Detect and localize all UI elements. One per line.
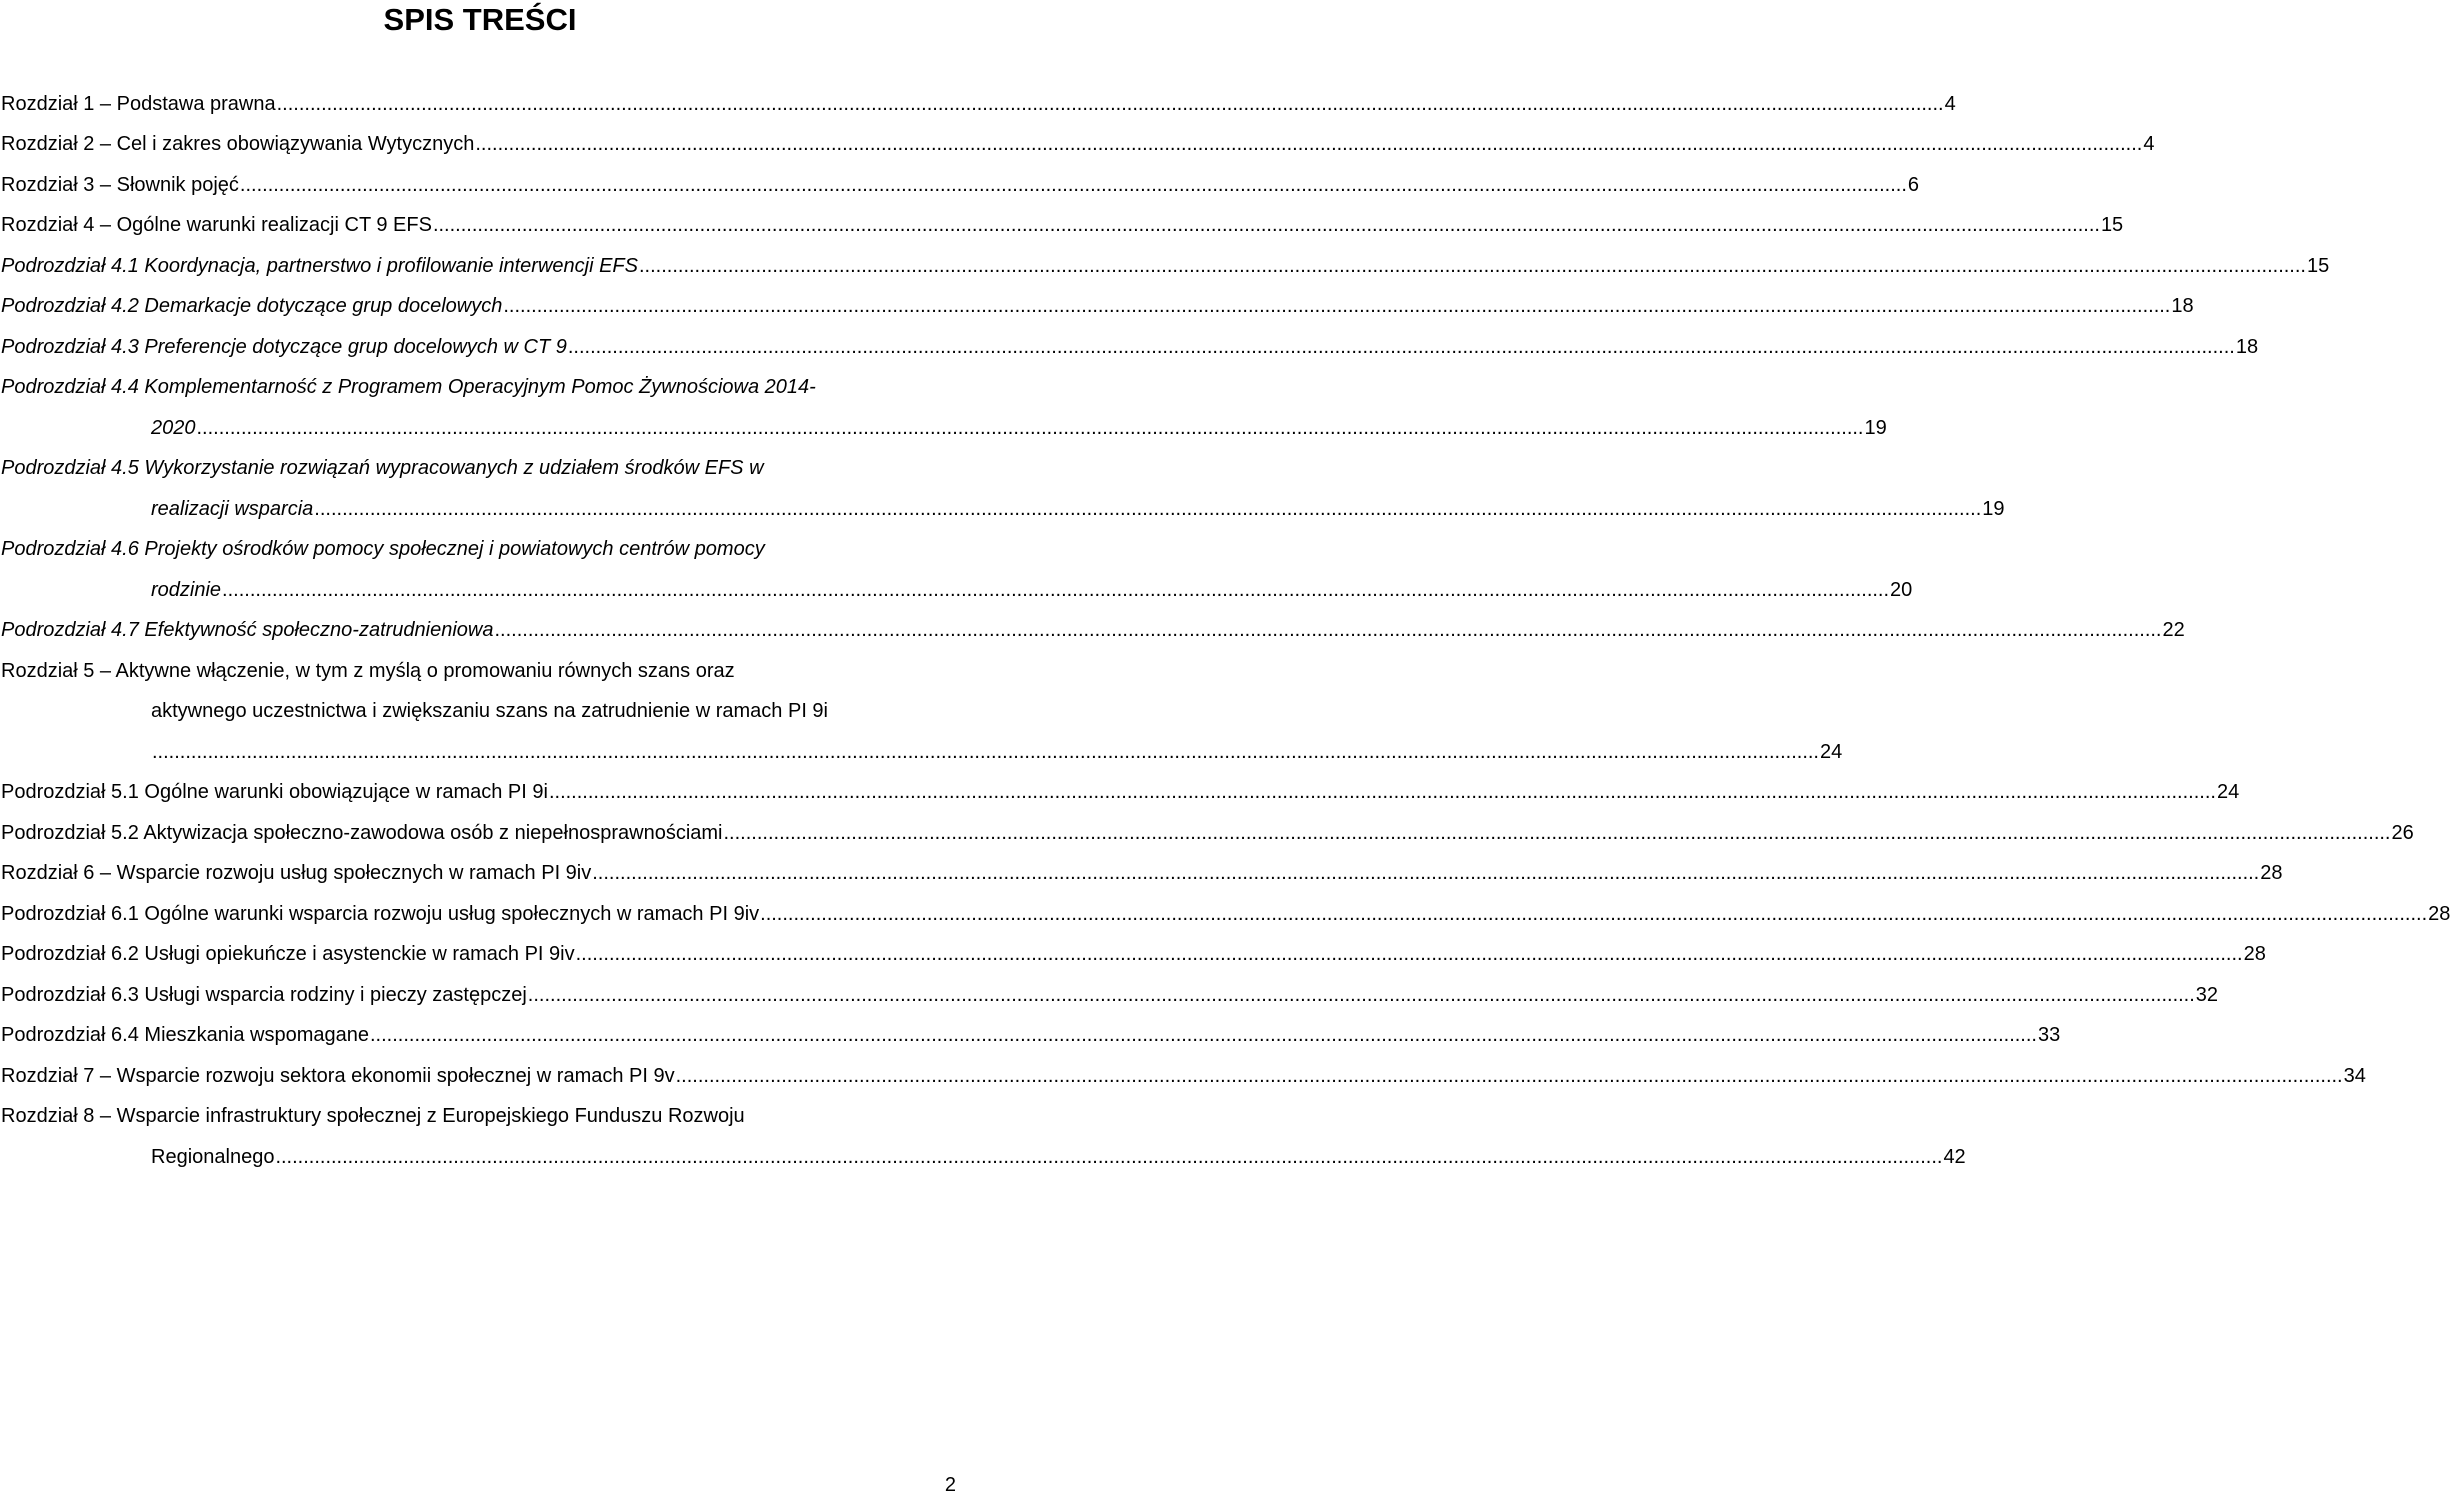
toc-leader-dots: ............................................................................................................................................................................................................................................................................................................ <box>239 173 1907 196</box>
toc-leader-dots: ............................................................................................................................................................................................................................................................................................................ <box>592 862 2260 884</box>
toc-entry-title: Rozdział 3 – Słownik pojęć <box>1 173 239 196</box>
toc-leader-dots: ............................................................................................................................................................................................................................................................................................................ <box>575 943 2243 965</box>
toc-leader-dots: ............................................................................................................................................................................................................................................................................................................ <box>638 254 2306 277</box>
toc-entry[interactable] <box>1 1016 2061 1056</box>
toc-entry-title: Podrozdział 4.5 Wykorzystanie rozwiązań wypracowanych z udziałem środków EFS w <box>1 457 764 479</box>
toc-entry-title: Regionalnego <box>151 1145 275 1168</box>
toc-leader-dots: ............................................................................................................................................................................................................................................................................................................ <box>675 1064 2343 1087</box>
toc-leader-dots: ............................................................................................................................................................................................................................................................................................................ <box>503 295 2171 317</box>
toc-entry[interactable] <box>1 1056 2366 1096</box>
toc-entry-title: Podrozdział 6.3 Usługi wsparcia rodziny i pieczy zastępczej <box>1 983 527 1006</box>
toc-entry[interactable] <box>1 206 2124 246</box>
toc-leader-dots: ............................................................................................................................................................................................................................................................................................................ <box>760 902 2428 925</box>
toc-entry-title: Rozdział 6 – Wsparcie rozwoju usług społecznych w ramach PI 9iv <box>1 862 592 884</box>
toc-entry-page: 20 <box>1890 578 1913 601</box>
toc-entry[interactable] <box>1 530 960 570</box>
toc-entry-title: Rozdział 4 – Ogólne warunki realizacji CT 9 EFS <box>1 214 432 236</box>
toc-entry[interactable] <box>1 489 2005 529</box>
toc-entry[interactable] <box>1 1097 960 1137</box>
toc-entry-title: Podrozdział 4.7 Efektywność społeczno-zatrudnieniowa <box>1 619 494 641</box>
toc-entry-title: Podrozdział 6.4 Mieszkania wspomagane <box>1 1024 369 1046</box>
toc-leader-dots: ............................................................................................................................................................................................................................................................................................................ <box>567 335 2235 358</box>
toc-entry-page: 6 <box>1907 173 1920 196</box>
toc-entry-page: 4 <box>2143 133 2155 155</box>
toc-entry-page: 18 <box>2235 335 2259 358</box>
toc-entry-page: 34 <box>2343 1064 2366 1087</box>
toc-entry[interactable] <box>1 732 1843 772</box>
toc-entry-page: 32 <box>2195 983 2219 1006</box>
toc-entry[interactable] <box>1 246 2330 286</box>
toc-leader-dots: ............................................................................................................................................................................................................................................................................................................ <box>548 781 2216 803</box>
toc-entry[interactable] <box>1 854 2283 894</box>
toc-entry-title: Podrozdział 4.4 Komplementarność z Programem Operacyjnym Pomoc Żywnościowa 2014- <box>1 376 816 398</box>
toc-entry-page: 22 <box>2162 619 2185 641</box>
toc-entry-title: Rozdział 5 – Aktywne włączenie, w tym z myślą o promowaniu równych szans oraz <box>1 659 735 682</box>
toc-entry-title: rodzinie <box>151 578 222 601</box>
toc-leader-dots: ............................................................................................................................................................................................................................................................................................................ <box>475 133 2143 155</box>
toc-entry[interactable] <box>1 894 2450 934</box>
toc-entry-page: 28 <box>2428 902 2450 925</box>
toc-entry-page: 4 <box>1944 92 1956 115</box>
toc-entry-title: Podrozdział 5.2 Aktywizacja społeczno-zawodowa osób z niepełnosprawnościami <box>1 821 723 844</box>
toc-entry[interactable] <box>1 773 2240 813</box>
toc-entry[interactable] <box>1 935 2266 975</box>
toc-entry-title: Podrozdział 4.6 Projekty ośrodków pomocy społecznej i powiatowych centrów pomocy <box>1 538 765 560</box>
toc-entry[interactable] <box>1 570 1913 610</box>
toc-entry[interactable] <box>1 368 960 408</box>
toc-entry[interactable] <box>1 165 1920 205</box>
toc-entry[interactable] <box>1 651 960 691</box>
toc-entry[interactable] <box>1 813 2414 853</box>
toc-entry-title: Rozdział 1 – Podstawa prawna <box>1 92 276 115</box>
toc-leader-dots: ............................................................................................................................................................................................................................................................................................................ <box>275 1145 1943 1168</box>
toc-entry-title: Rozdział 2 – Cel i zakres obowiązywania Wytycznych <box>1 133 475 155</box>
toc-entry-page: 19 <box>1864 416 1887 439</box>
toc-leader-dots: ............................................................................................................................................................................................................................................................................................................ <box>196 416 1864 439</box>
toc-leader-dots: ............................................................................................................................................................................................................................................................................................................ <box>432 214 2100 236</box>
toc-entry[interactable] <box>1 611 2185 651</box>
toc-entry-title: Podrozdział 5.1 Ogólne warunki obowiązujące w ramach PI 9i <box>1 781 548 803</box>
toc-leader-dots: ............................................................................................................................................................................................................................................................................................................ <box>152 740 1819 763</box>
toc-entry[interactable] <box>1 449 960 489</box>
toc-entry[interactable] <box>1 287 2194 327</box>
toc-entry[interactable] <box>1 125 2155 165</box>
toc-entry-title: Podrozdział 4.3 Preferencje dotyczące grup docelowych w CT 9 <box>1 335 567 358</box>
toc-entry[interactable] <box>1 408 1887 448</box>
toc-leader-dots: ............................................................................................................................................................................................................................................................................................................ <box>369 1024 2037 1046</box>
toc-entry-title: aktywnego uczestnictwa i zwiększaniu szans na zatrudnienie w ramach PI 9i <box>151 700 828 722</box>
toc-entry-title: Podrozdział 4.2 Demarkacje dotyczące grup docelowych <box>1 295 503 317</box>
toc-leader-dots: ............................................................................................................................................................................................................................................................................................................ <box>527 983 2195 1006</box>
toc-entry-page: 28 <box>2260 862 2283 884</box>
toc-entry-page: 24 <box>2216 781 2240 803</box>
toc-entry[interactable] <box>1 327 2259 367</box>
page-number: 2 <box>944 1474 956 1496</box>
toc-leader-dots: ............................................................................................................................................................................................................................................................................................................ <box>494 619 2162 641</box>
toc-entry-title: realizacji wsparcia <box>151 497 314 520</box>
toc-entry[interactable] <box>1 975 2219 1015</box>
toc-entry-title: Rozdział 7 – Wsparcie rozwoju sektora ekonomii społecznej w ramach PI 9v <box>1 1064 675 1087</box>
toc-entry-page: 15 <box>2100 214 2124 236</box>
toc-entry-page: 28 <box>2243 943 2266 965</box>
toc-entry-title: Podrozdział 6.2 Usługi opiekuńcze i asystenckie w ramach PI 9iv <box>1 943 575 965</box>
toc-entry-page: 33 <box>2037 1024 2061 1046</box>
toc-entry-page: 24 <box>1820 740 1843 763</box>
toc-entry-title: Podrozdział 6.1 Ogólne warunki wsparcia rozwoju usług społecznych w ramach PI 9iv <box>1 902 760 925</box>
toc-entry-page: 19 <box>1982 497 2005 520</box>
toc-entry-page: 26 <box>2391 821 2414 844</box>
toc-entry[interactable] <box>1 692 960 732</box>
document-title: SPIS TREŚCI <box>383 2 577 37</box>
toc-leader-dots: ............................................................................................................................................................................................................................................................................................................ <box>276 92 1944 115</box>
toc-entry-page: 18 <box>2171 295 2194 317</box>
toc-entry-page: 42 <box>1943 1145 1966 1168</box>
toc-leader-dots: ............................................................................................................................................................................................................................................................................................................ <box>314 497 1982 520</box>
toc-leader-dots: ............................................................................................................................................................................................................................................................................................................ <box>222 578 1890 601</box>
toc-entry[interactable] <box>1 1137 1966 1177</box>
toc-entry-title: 2020 <box>151 416 196 439</box>
toc-entry-title: Podrozdział 4.1 Koordynacja, partnerstwo i profilowanie interwencji EFS <box>1 254 638 277</box>
toc-leader-dots: ............................................................................................................................................................................................................................................................................................................ <box>723 821 2391 844</box>
toc-entry[interactable] <box>1 84 1956 124</box>
toc-entry-page: 15 <box>2306 254 2330 277</box>
toc-entry-title: Rozdział 8 – Wsparcie infrastruktury społecznej z Europejskiego Funduszu Rozwoju <box>1 1105 745 1127</box>
